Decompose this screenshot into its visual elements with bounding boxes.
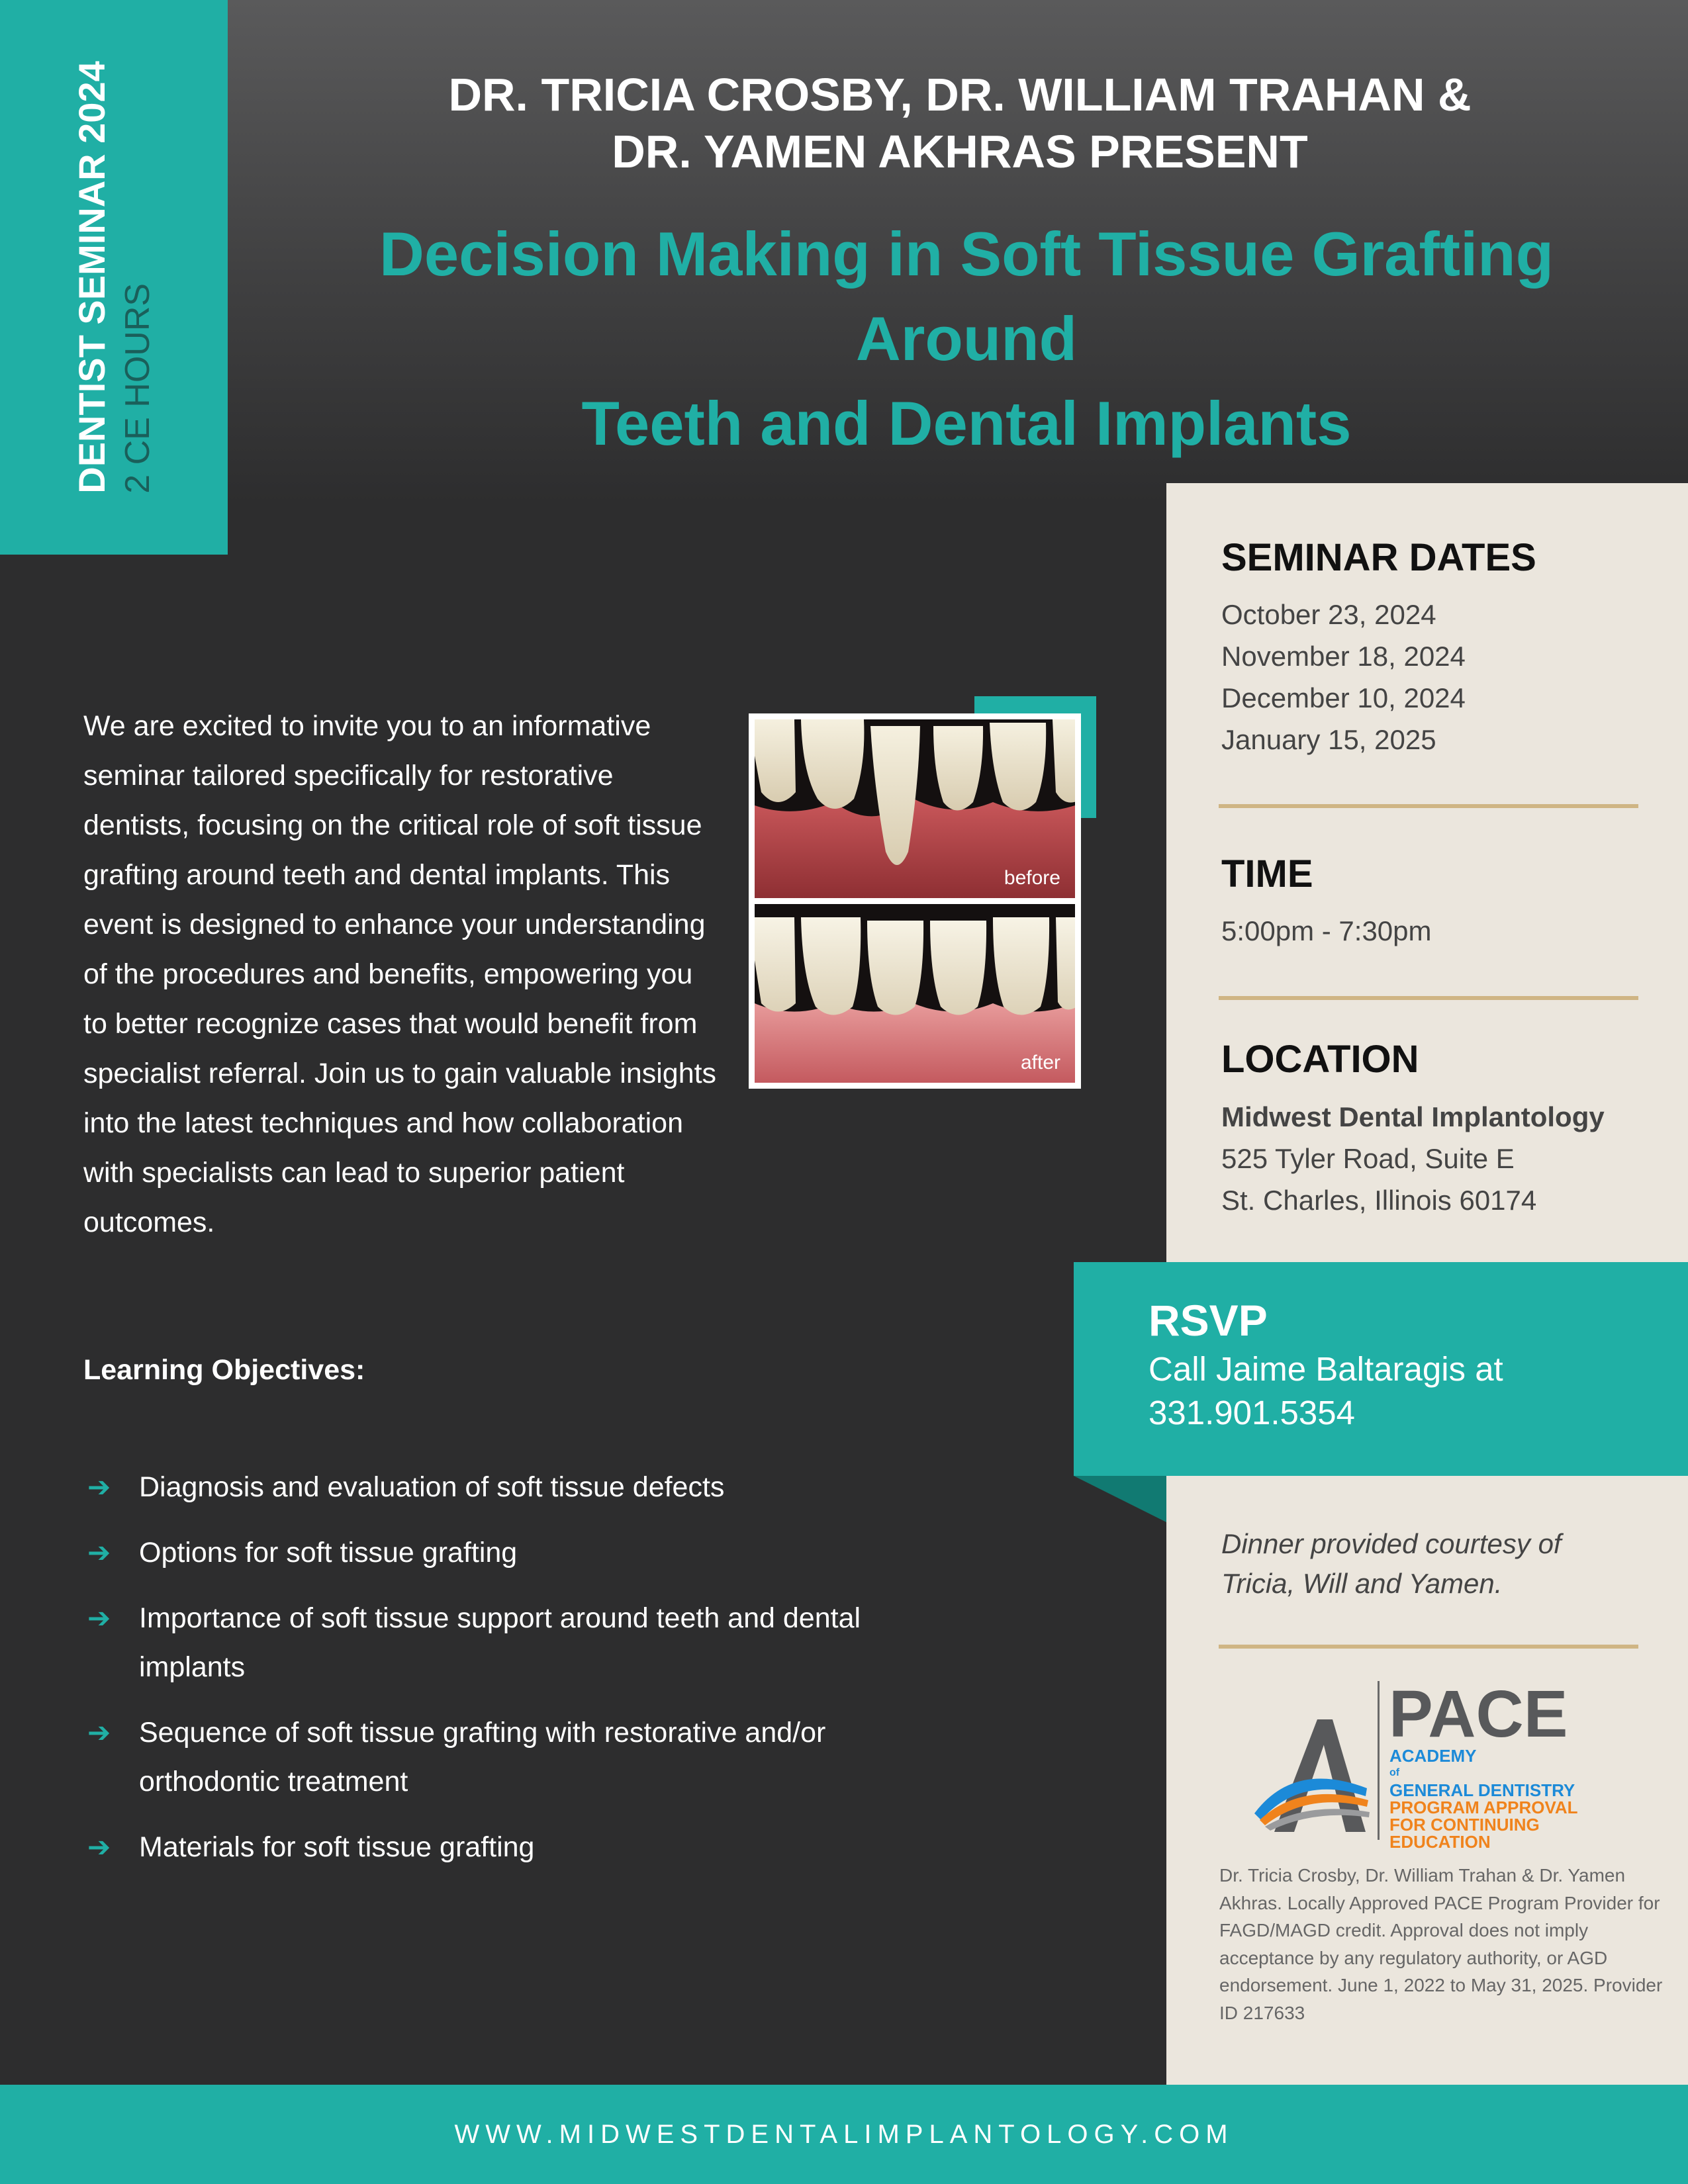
objectives-list	[83, 1463, 944, 1888]
address-line-2: St. Charles, Illinois 60174	[1221, 1185, 1537, 1216]
list-item	[83, 1528, 944, 1577]
list-item	[83, 1708, 944, 1806]
side-tab	[0, 0, 228, 555]
dinner-line-1: Dinner provided courtesy of	[1221, 1528, 1562, 1559]
before-photo	[755, 719, 1075, 898]
pace-logo	[1258, 1677, 1602, 1852]
before-label: before	[1004, 867, 1060, 889]
rsvp-title: RSVP	[1149, 1296, 1268, 1345]
objective-text: Materials for soft tissue grafting	[139, 1831, 535, 1863]
pace-divider	[1378, 1681, 1380, 1840]
title-line-1: Decision Making in Soft Tissue Grafting Around	[379, 219, 1554, 373]
seminar-date: January 15, 2025	[1221, 724, 1436, 755]
arrow-right-icon: ➔	[87, 1831, 111, 1862]
list-item	[83, 1594, 944, 1692]
divider	[1219, 1645, 1638, 1649]
dinner-note	[1221, 1524, 1562, 1604]
after-photo	[755, 904, 1075, 1083]
pace-for-continuing: FOR CONTINUING	[1389, 1815, 1540, 1835]
pace-program-approval: PROGRAM APPROVAL	[1389, 1797, 1578, 1817]
website-link[interactable]: WWW.MIDWESTDENTALIMPLANTOLOGY.COM	[454, 2120, 1234, 2149]
dinner-line-2: Tricia, Will and Yamen.	[1221, 1568, 1503, 1599]
title-line-2: Teeth and Dental Implants	[581, 388, 1352, 458]
ce-hours-label: 2 CE HOURS	[118, 283, 157, 494]
arrow-right-icon: ➔	[87, 1537, 111, 1568]
objective-text: Sequence of soft tissue grafting with restorative and/or orthodontic treatment	[139, 1717, 826, 1797]
before-after-photo	[749, 713, 1081, 1089]
pace-tagline	[1389, 1747, 1578, 1850]
presenters-heading	[331, 66, 1589, 180]
seminar-date: November 18, 2024	[1221, 641, 1466, 672]
seminar-title	[278, 212, 1655, 466]
location-heading: LOCATION	[1221, 1038, 1419, 1081]
time-value: 5:00pm - 7:30pm	[1221, 915, 1432, 946]
arrow-right-icon: ➔	[87, 1602, 111, 1633]
objective-text: Options for soft tissue grafting	[139, 1537, 518, 1569]
seminar-date: October 23, 2024	[1221, 599, 1436, 630]
presenters-line-2: DR. YAMEN AKHRAS PRESENT	[612, 126, 1308, 177]
divider	[1219, 804, 1638, 808]
address-line-1: 525 Tyler Road, Suite E	[1221, 1143, 1515, 1174]
pace-academy: ACADEMY	[1389, 1746, 1477, 1766]
pace-general-dentistry: GENERAL DENTISTRY	[1389, 1780, 1575, 1800]
objective-text: Importance of soft tissue support around teeth and dental implants	[139, 1602, 861, 1683]
presenters-line-1: DR. TRICIA CROSBY, DR. WILLIAM TRAHAN &	[448, 69, 1472, 120]
seminar-year-label: DENTIST SEMINAR 2024	[71, 61, 113, 494]
location-address	[1221, 1096, 1605, 1221]
agd-a-icon	[1254, 1714, 1374, 1833]
objectives-heading: Learning Objectives:	[83, 1354, 365, 1386]
rsvp-contact-name: Call Jaime Baltaragis at	[1149, 1350, 1503, 1388]
divider	[1219, 996, 1638, 1000]
list-item	[83, 1463, 944, 1512]
seminar-dates-heading: SEMINAR DATES	[1221, 536, 1536, 579]
objective-text: Diagnosis and evaluation of soft tissue defects	[139, 1471, 725, 1503]
time-heading: TIME	[1221, 852, 1313, 895]
list-item	[83, 1823, 944, 1872]
seminar-dates-list	[1221, 594, 1466, 760]
arrow-right-icon: ➔	[87, 1717, 111, 1748]
pace-wordmark: PACE	[1389, 1677, 1568, 1751]
side-tab-text	[68, 61, 160, 494]
rsvp-contact	[1149, 1347, 1503, 1435]
arrow-right-icon: ➔	[87, 1471, 111, 1502]
after-label: after	[1020, 1052, 1060, 1073]
seminar-date: December 10, 2024	[1221, 682, 1466, 713]
location-name: Midwest Dental Implantology	[1221, 1101, 1605, 1132]
pace-disclaimer: Dr. Tricia Crosby, Dr. William Trahan & Dr. Yamen Akhras. Locally Approved PACE Program Provider for FAGD/MAGD credit. Approval does not imply acceptance by any regulatory authority, or AGD endorsement. June 1, 2022 to May 31, 2025. Provider ID 217633	[1219, 1865, 1663, 2023]
intro-paragraph: We are excited to invite you to an informative seminar tailored specifically for restorative dentists, focusing on the critical role of soft tissue grafting around teeth and dental implants. This event is designed to enhance your understanding of the procedures and benefits, empowering you to better recognize cases that would benefit from specialist referral. Join us to gain valuable insights into the latest techniques and how collaboration with specialists can lead to superior patient outcomes.	[83, 710, 717, 1238]
rsvp-fold	[1074, 1476, 1166, 1522]
rsvp-phone[interactable]: 331.901.5354	[1149, 1394, 1355, 1432]
pace-of: of	[1389, 1767, 1400, 1778]
pace-education: EDUCATION	[1389, 1832, 1491, 1852]
